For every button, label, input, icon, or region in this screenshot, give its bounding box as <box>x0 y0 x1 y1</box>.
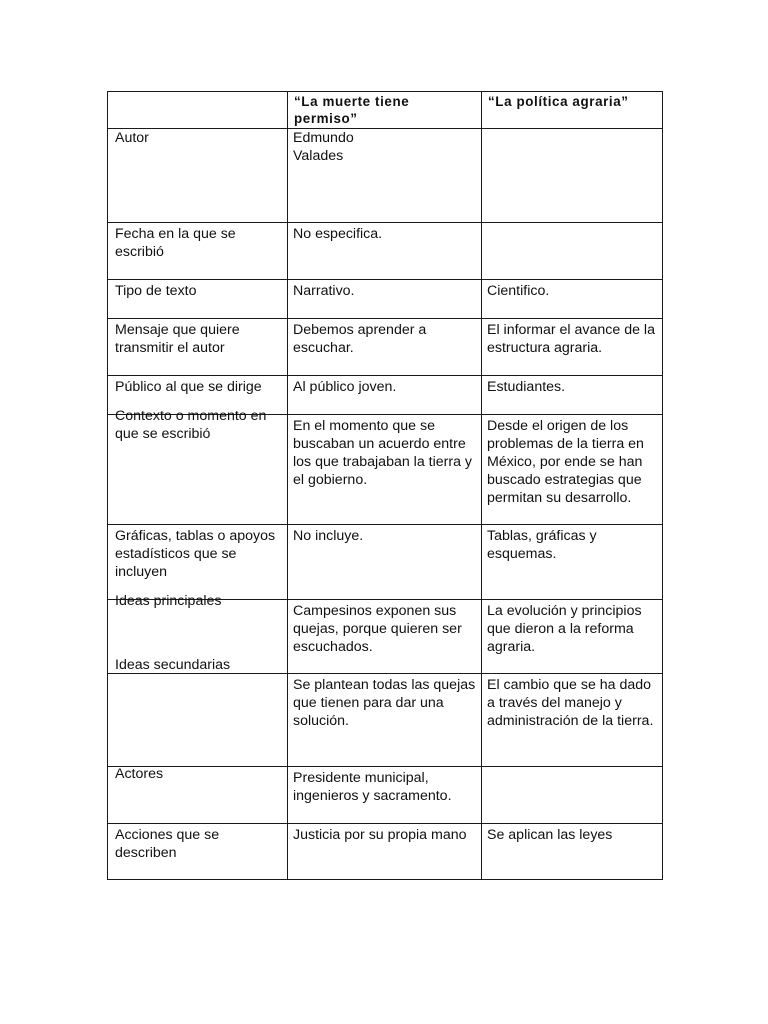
row-label: Ideas secundarias <box>115 657 231 673</box>
value-cell <box>288 525 482 600</box>
table-row <box>108 129 663 223</box>
header-title-muerte-permiso: “La muerte tiene permiso” <box>294 94 410 126</box>
row-label: Tipo de texto <box>115 283 197 299</box>
table-row <box>108 319 663 376</box>
cell-value: Tablas, gráficas y esquemas. <box>487 528 597 562</box>
value-cell <box>288 129 482 223</box>
value-cell <box>288 600 482 674</box>
value-cell <box>288 415 482 525</box>
table-row <box>108 415 663 525</box>
table-row <box>108 525 663 600</box>
cell-value: Debemos aprender a escuchar. <box>293 322 427 356</box>
cell-value <box>482 223 662 225</box>
value-cell <box>288 767 482 824</box>
row-label-cell <box>108 657 288 767</box>
row-label: Contexto o momento en que se escribió <box>115 408 267 442</box>
value-cell <box>482 525 663 600</box>
cell-value: Presidente municipal, ingenieros y sacramento. <box>293 770 452 804</box>
cell-value: Al público joven. <box>293 379 397 395</box>
value-cell <box>482 767 663 824</box>
value-cell <box>482 674 663 767</box>
row-label: Autor <box>115 130 149 146</box>
value-cell <box>482 319 663 376</box>
value-cell <box>288 376 482 415</box>
value-cell <box>482 824 663 880</box>
cell-value: Se plantean todas las quejas que tienen para dar una solución. <box>293 677 476 729</box>
row-label-cell <box>108 525 288 600</box>
cell-value <box>482 129 662 131</box>
value-cell <box>482 129 663 223</box>
cell-value: Se aplican las leyes <box>487 827 613 843</box>
table-row <box>108 674 663 767</box>
header-cell-politica-agraria <box>482 92 663 129</box>
row-label-cell <box>108 129 288 223</box>
value-cell <box>482 376 663 415</box>
value-cell <box>288 280 482 319</box>
value-cell <box>288 319 482 376</box>
cell-value: La evolución y principios que dieron a la reforma agraria. <box>487 603 642 655</box>
cell-value: Narrativo. <box>293 283 355 299</box>
row-label-cell <box>108 280 288 319</box>
row-label: Fecha en la que se escribió <box>115 226 236 260</box>
table-row <box>108 223 663 280</box>
header-row <box>108 92 663 129</box>
header-cell-empty <box>108 92 288 129</box>
cell-value: El informar el avance de la estructura agraria. <box>487 322 655 356</box>
value-cell <box>288 674 482 767</box>
value-cell <box>482 280 663 319</box>
cell-value: Estudiantes. <box>487 379 566 395</box>
row-label: Acciones que se describen <box>115 827 220 861</box>
row-label-cell <box>108 408 288 525</box>
value-cell <box>482 223 663 280</box>
value-cell <box>482 415 663 525</box>
header-cell-muerte-permiso <box>288 92 482 129</box>
row-label-cell <box>108 767 288 824</box>
cell-value: Edmundo Valades <box>293 130 354 164</box>
cell-value: El cambio que se ha dado a través del manejo y administración de la tierra. <box>487 677 654 729</box>
cell-value: Cientifico. <box>487 283 550 299</box>
row-label-cell <box>108 223 288 280</box>
table-row <box>108 280 663 319</box>
row-label: Público al que se dirige <box>115 379 262 395</box>
header-title-politica-agraria: “La política agraria” <box>488 94 629 109</box>
table-row <box>108 824 663 880</box>
cell-value <box>482 767 662 769</box>
cell-value: Justicia por su propia mano <box>293 827 467 843</box>
cell-value: No incluye. <box>293 528 364 544</box>
row-label-cell <box>108 319 288 376</box>
row-label: Mensaje que quiere transmitir el autor <box>115 322 240 356</box>
row-label: Ideas principales <box>115 593 222 609</box>
row-label: Gráficas, tablas o apoyos estadísticos que se incluyen <box>115 528 276 580</box>
comparison-table <box>107 91 663 880</box>
cell-value: Campesinos exponen sus quejas, porque quieren ser escuchados. <box>293 603 462 655</box>
row-label-cell <box>108 824 288 880</box>
cell-value: En el momento que se buscaban un acuerdo entre los que trabajaban la tierra y el gobierno. <box>293 418 473 488</box>
value-cell <box>482 600 663 674</box>
value-cell <box>288 824 482 880</box>
cell-value: Desde el origen de los problemas de la tierra en México, por ende se han buscado estrategias que permitan su desarrollo. <box>487 418 644 506</box>
cell-value: No especifica. <box>293 226 383 242</box>
table-row <box>108 767 663 824</box>
row-label: Actores <box>115 766 164 782</box>
value-cell <box>288 223 482 280</box>
